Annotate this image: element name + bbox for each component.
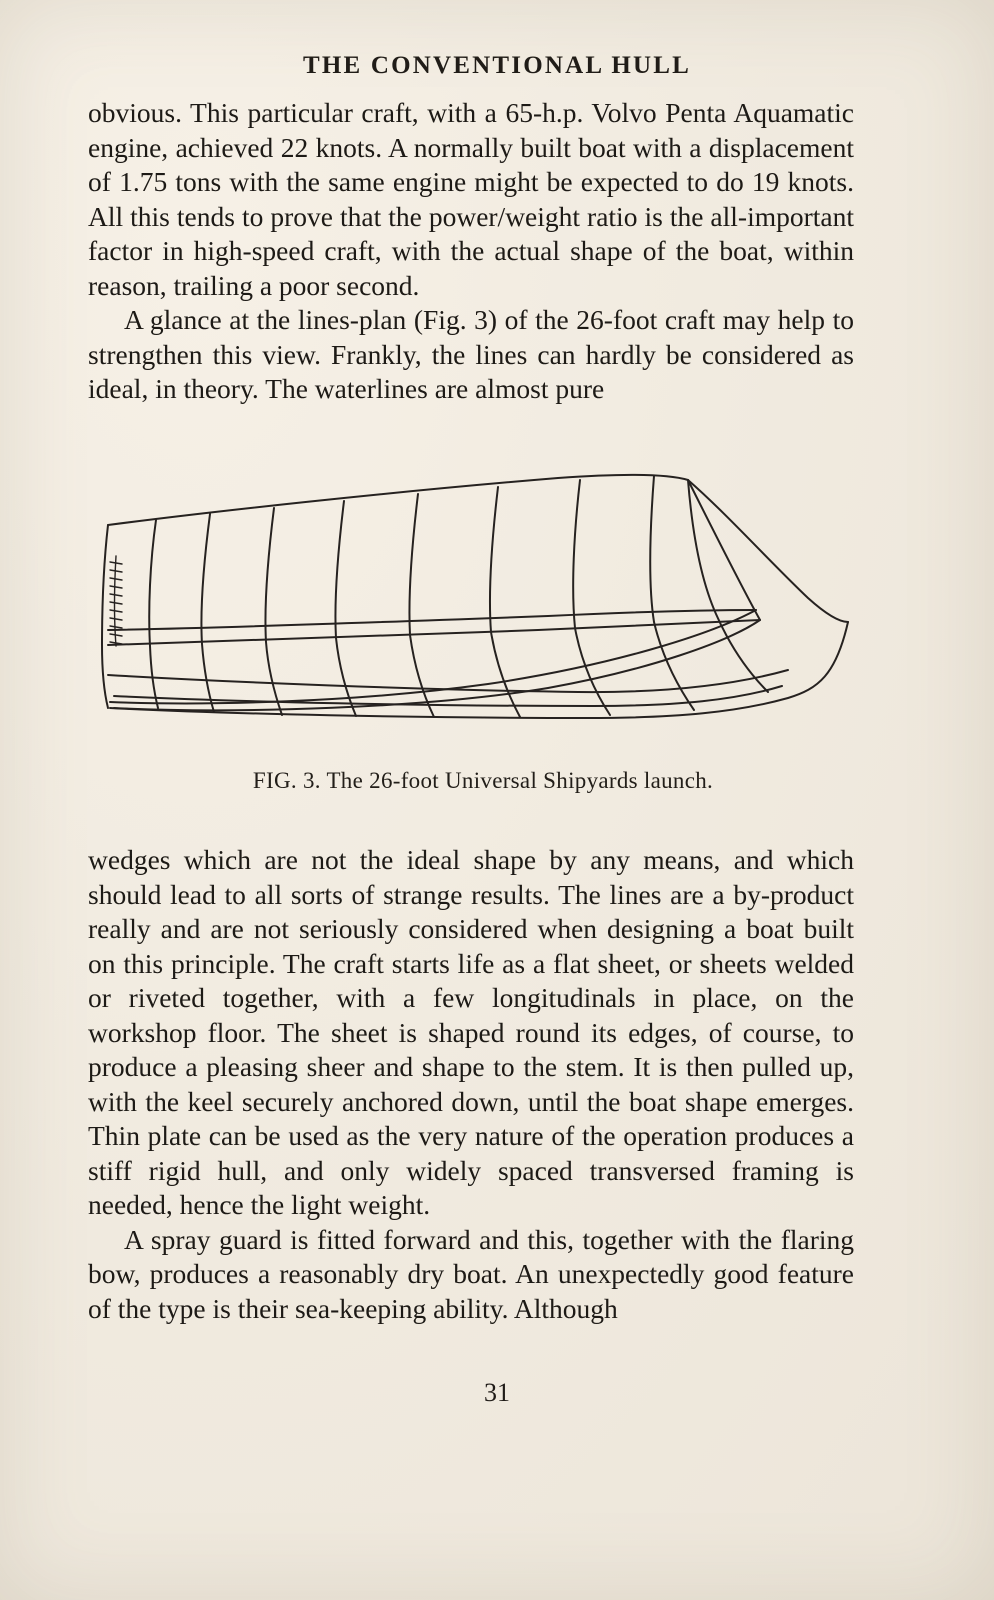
- hull-lines-plan-drawing: [88, 470, 878, 760]
- paragraph-glance: A glance at the lines-plan (Fig. 3) of the 26-foot craft may help to strengthen this view. Frankly, the lines can hardly be considered as ideal, in theory. The waterlines are almost pure: [88, 304, 854, 404]
- paragraph-spray-guard: A spray guard is fitted forward and this, together with the flaring bow, produces a reasonably dry boat. An unexpectedly good feature of the type is their sea-keeping ability. Although: [88, 1223, 854, 1324]
- body-text-bottom: [88, 843, 854, 1326]
- running-head: THE CONVENTIONAL HULL: [303, 52, 691, 79]
- paragraph-wedges: wedges which are not the ideal shape by any means, and which should lead to all sorts of strange results. The lines are a by-product really and are not seriously considered when designing a boat built on this principle. The craft starts life as a flat sheet, or sheets welded or riveted together, with a few longitudinals in place, on the workshop floor. The sheet is shaped round its edges, of course, to produce a pleasing sheer and shape to the stem. It is then pulled up, with the keel securely anchored down, until the boat shape emerges. Thin plate can be used as the very nature of the operation produces a stiff rigid hull, and only widely spaced transversed framing is needed, hence the light weight.: [88, 844, 854, 1220]
- page-number: 31: [484, 1378, 510, 1407]
- body-text-top: [88, 96, 854, 407]
- figure-3: [88, 470, 878, 800]
- paragraph-obvious: obvious. This particular craft, with a 65-h.p. Volvo Penta Aquamatic engine, achieved 22 knots. A normally built boat with a displacement of 1.75 tons with the same engine might be expected to do 19 knots. All this tends to prove that the power/weight ratio is the all-important factor in high-speed craft, with the actual shape of the boat, within reason, trailing a poor second.: [88, 97, 854, 301]
- figure-caption: FIG. 3. The 26-foot Universal Shipyards launch.: [252, 768, 714, 793]
